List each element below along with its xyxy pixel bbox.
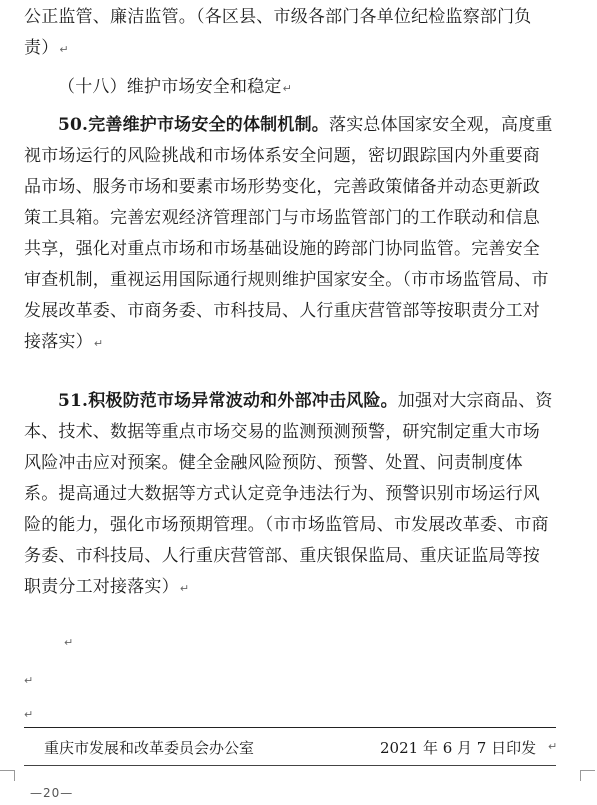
item-title: 积极防范市场异常波动和外部冲击风险。 xyxy=(88,391,398,411)
footer-bottom-rule xyxy=(24,765,556,766)
item-body: 加强对大宗商品、资本、技术、数据等重点市场交易的监测预测预警，研究制定重大市场风险冲击应对预案。健全金融风险预防、预警、处置、问责制度体系。提高通过大数据等方式认定竞争违法行为、预警识别市场运行风险的能力，强化市场预期管理。（市市场监管局、市发展改革委、市商务委、市科技局、人行重庆营管部、重庆银保监局、重庆证监局等按职责分工对接落实） xyxy=(24,391,553,597)
paragraph-mark: ↵ xyxy=(548,740,558,753)
item-number: 50. xyxy=(58,115,89,135)
paragraph-mark: ↵ xyxy=(59,43,69,56)
section-heading: （十八）维护市场安全和稳定↵ xyxy=(58,77,293,97)
paragraph-mark: ↵ xyxy=(93,337,104,350)
paragraph-50 xyxy=(24,110,554,359)
paragraph-mark: ↵ xyxy=(282,82,293,95)
crop-mark-left xyxy=(0,770,15,781)
issue-date: 2021 年 6 月 7 日印发 xyxy=(380,739,537,757)
paragraph-mark: ↵ xyxy=(179,582,190,595)
item-title: 完善维护市场安全的体制机制。 xyxy=(88,115,329,135)
paragraph-51 xyxy=(24,386,554,604)
item-number: 51. xyxy=(58,391,89,411)
issuer-name: 重庆市发展和改革委员会办公室 xyxy=(44,739,255,757)
empty-paragraph-mark: ↵ xyxy=(24,674,34,687)
page-number: —20— xyxy=(30,786,74,800)
crop-mark-right xyxy=(580,770,595,781)
empty-paragraph-mark: ↵ xyxy=(64,636,74,649)
footer-top-rule xyxy=(24,727,556,728)
paragraph-continuation: 公正监管、廉洁监管。（各区县、市级各部门各单位纪检监察部门负责）↵ xyxy=(24,7,532,58)
item-body: 落实总体国家安全观，高度重视市场运行的风险挑战和市场体系安全问题，密切跟踪国内外重要商品市场、服务市场和要素市场形势变化，完善政策储备并动态更新政策工具箱。完善宏观经济管理部门与市场监管部门的工作联动和信息共享，强化对重点市场和市场基础设施的跨部门协同监管。完善安全审查机制，重视运用国际通行规则维护国家安全。（市市场监管局、市发展改革委、市商务委、市科技局、人行重庆营管部等按职责分工对接落实） xyxy=(24,115,553,352)
empty-paragraph-mark: ↵ xyxy=(24,708,34,721)
